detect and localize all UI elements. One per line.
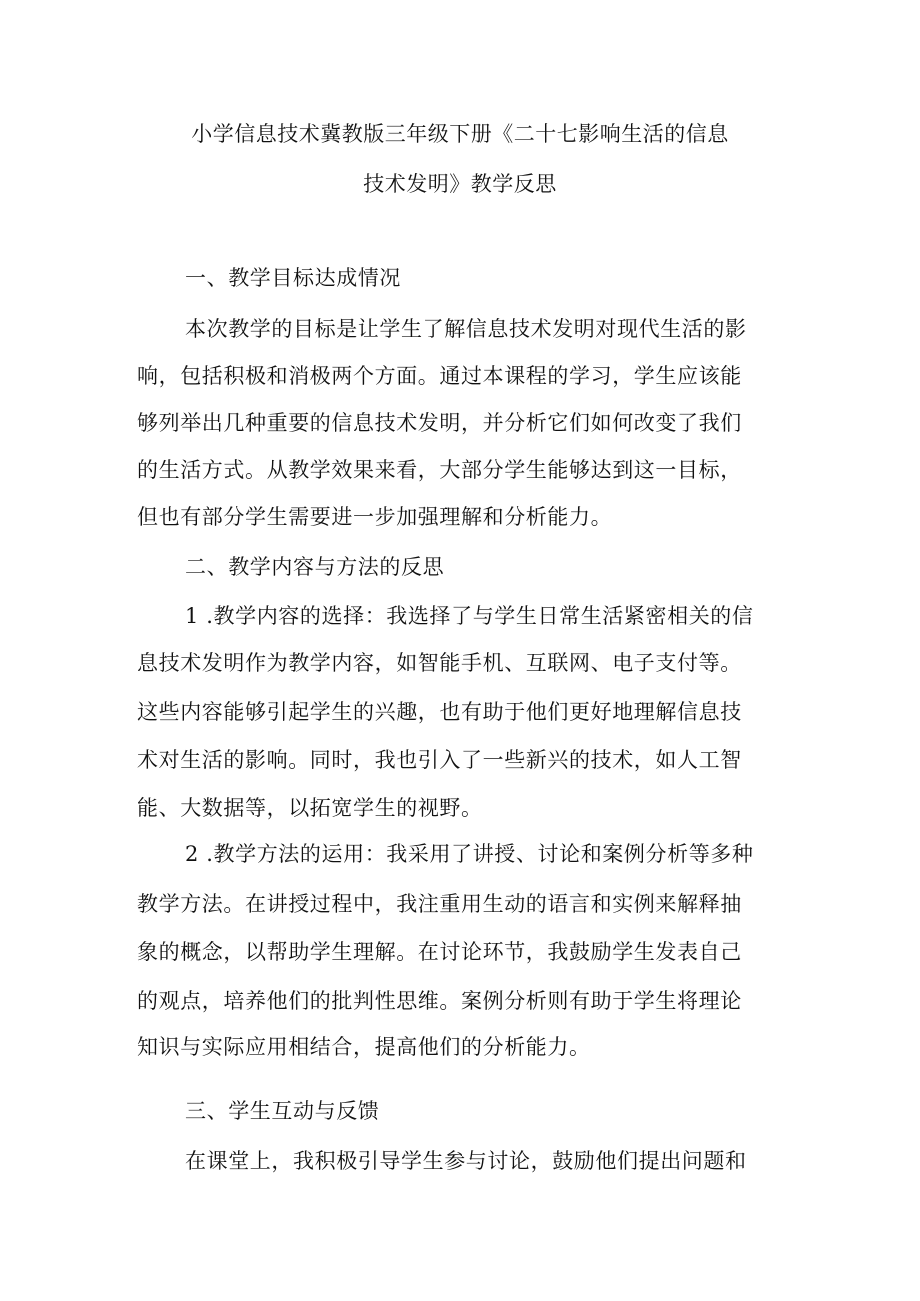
- document-title-line-2: 技术发明》教学反思: [363, 172, 557, 196]
- paragraph-line: 术对生活的影响。同时，我也引入了一些新兴的技术，如人工智: [137, 748, 742, 772]
- paragraph-line: 能、大数据等，以拓宽学生的视野。: [137, 796, 483, 820]
- section-heading-2: 二、教学内容与方法的反思: [185, 555, 445, 579]
- paragraph-line: 象的概念，以帮助学生理解。在讨论环节，我鼓励学生发表自己: [137, 940, 742, 964]
- paragraph-line: 息技术发明作为教学内容，如智能手机、互联网、电子支付等。: [137, 651, 742, 675]
- paragraph-line: 的生活方式。从教学效果来看，大部分学生能够达到这一目标，: [137, 458, 742, 482]
- paragraph-line: 够列举出几种重要的信息技术发明，并分析它们如何改变了我们: [137, 411, 742, 435]
- paragraph-line: 1 .教学内容的选择：我选择了与学生日常生活紧密相关的信: [185, 604, 754, 628]
- paragraph-line: 的观点，培养他们的批判性思维。案例分析则有助于学生将理论: [137, 989, 742, 1013]
- paragraph-line: 但也有部分学生需要进一步加强理解和分析能力。: [137, 505, 613, 529]
- paragraph-line: 响，包括积极和消极两个方面。通过本课程的学习，学生应该能: [137, 364, 742, 388]
- paragraph-line: 这些内容能够引起学生的兴趣，也有助于他们更好地理解信息技: [137, 700, 742, 724]
- paragraph-line: 本次教学的目标是让学生了解信息技术发明对现代生活的影: [185, 317, 747, 341]
- section-heading-1: 一、教学目标达成情况: [185, 266, 401, 290]
- section-heading-3: 三、学生互动与反馈: [185, 1099, 380, 1123]
- paragraph-line: 在课堂上，我积极引导学生参与讨论，鼓励他们提出问题和: [185, 1149, 747, 1173]
- paragraph-line: 知识与实际应用相结合，提高他们的分析能力。: [137, 1035, 591, 1059]
- paragraph-line: 2 .教学方法的运用：我采用了讲授、讨论和案例分析等多种: [185, 842, 754, 866]
- paragraph-line: 教学方法。在讲授过程中，我注重用生动的语言和实例来解释抽: [137, 892, 742, 916]
- document-title-line-1: 小学信息技术冀教版三年级下册《二十七影响生活的信息: [191, 122, 729, 146]
